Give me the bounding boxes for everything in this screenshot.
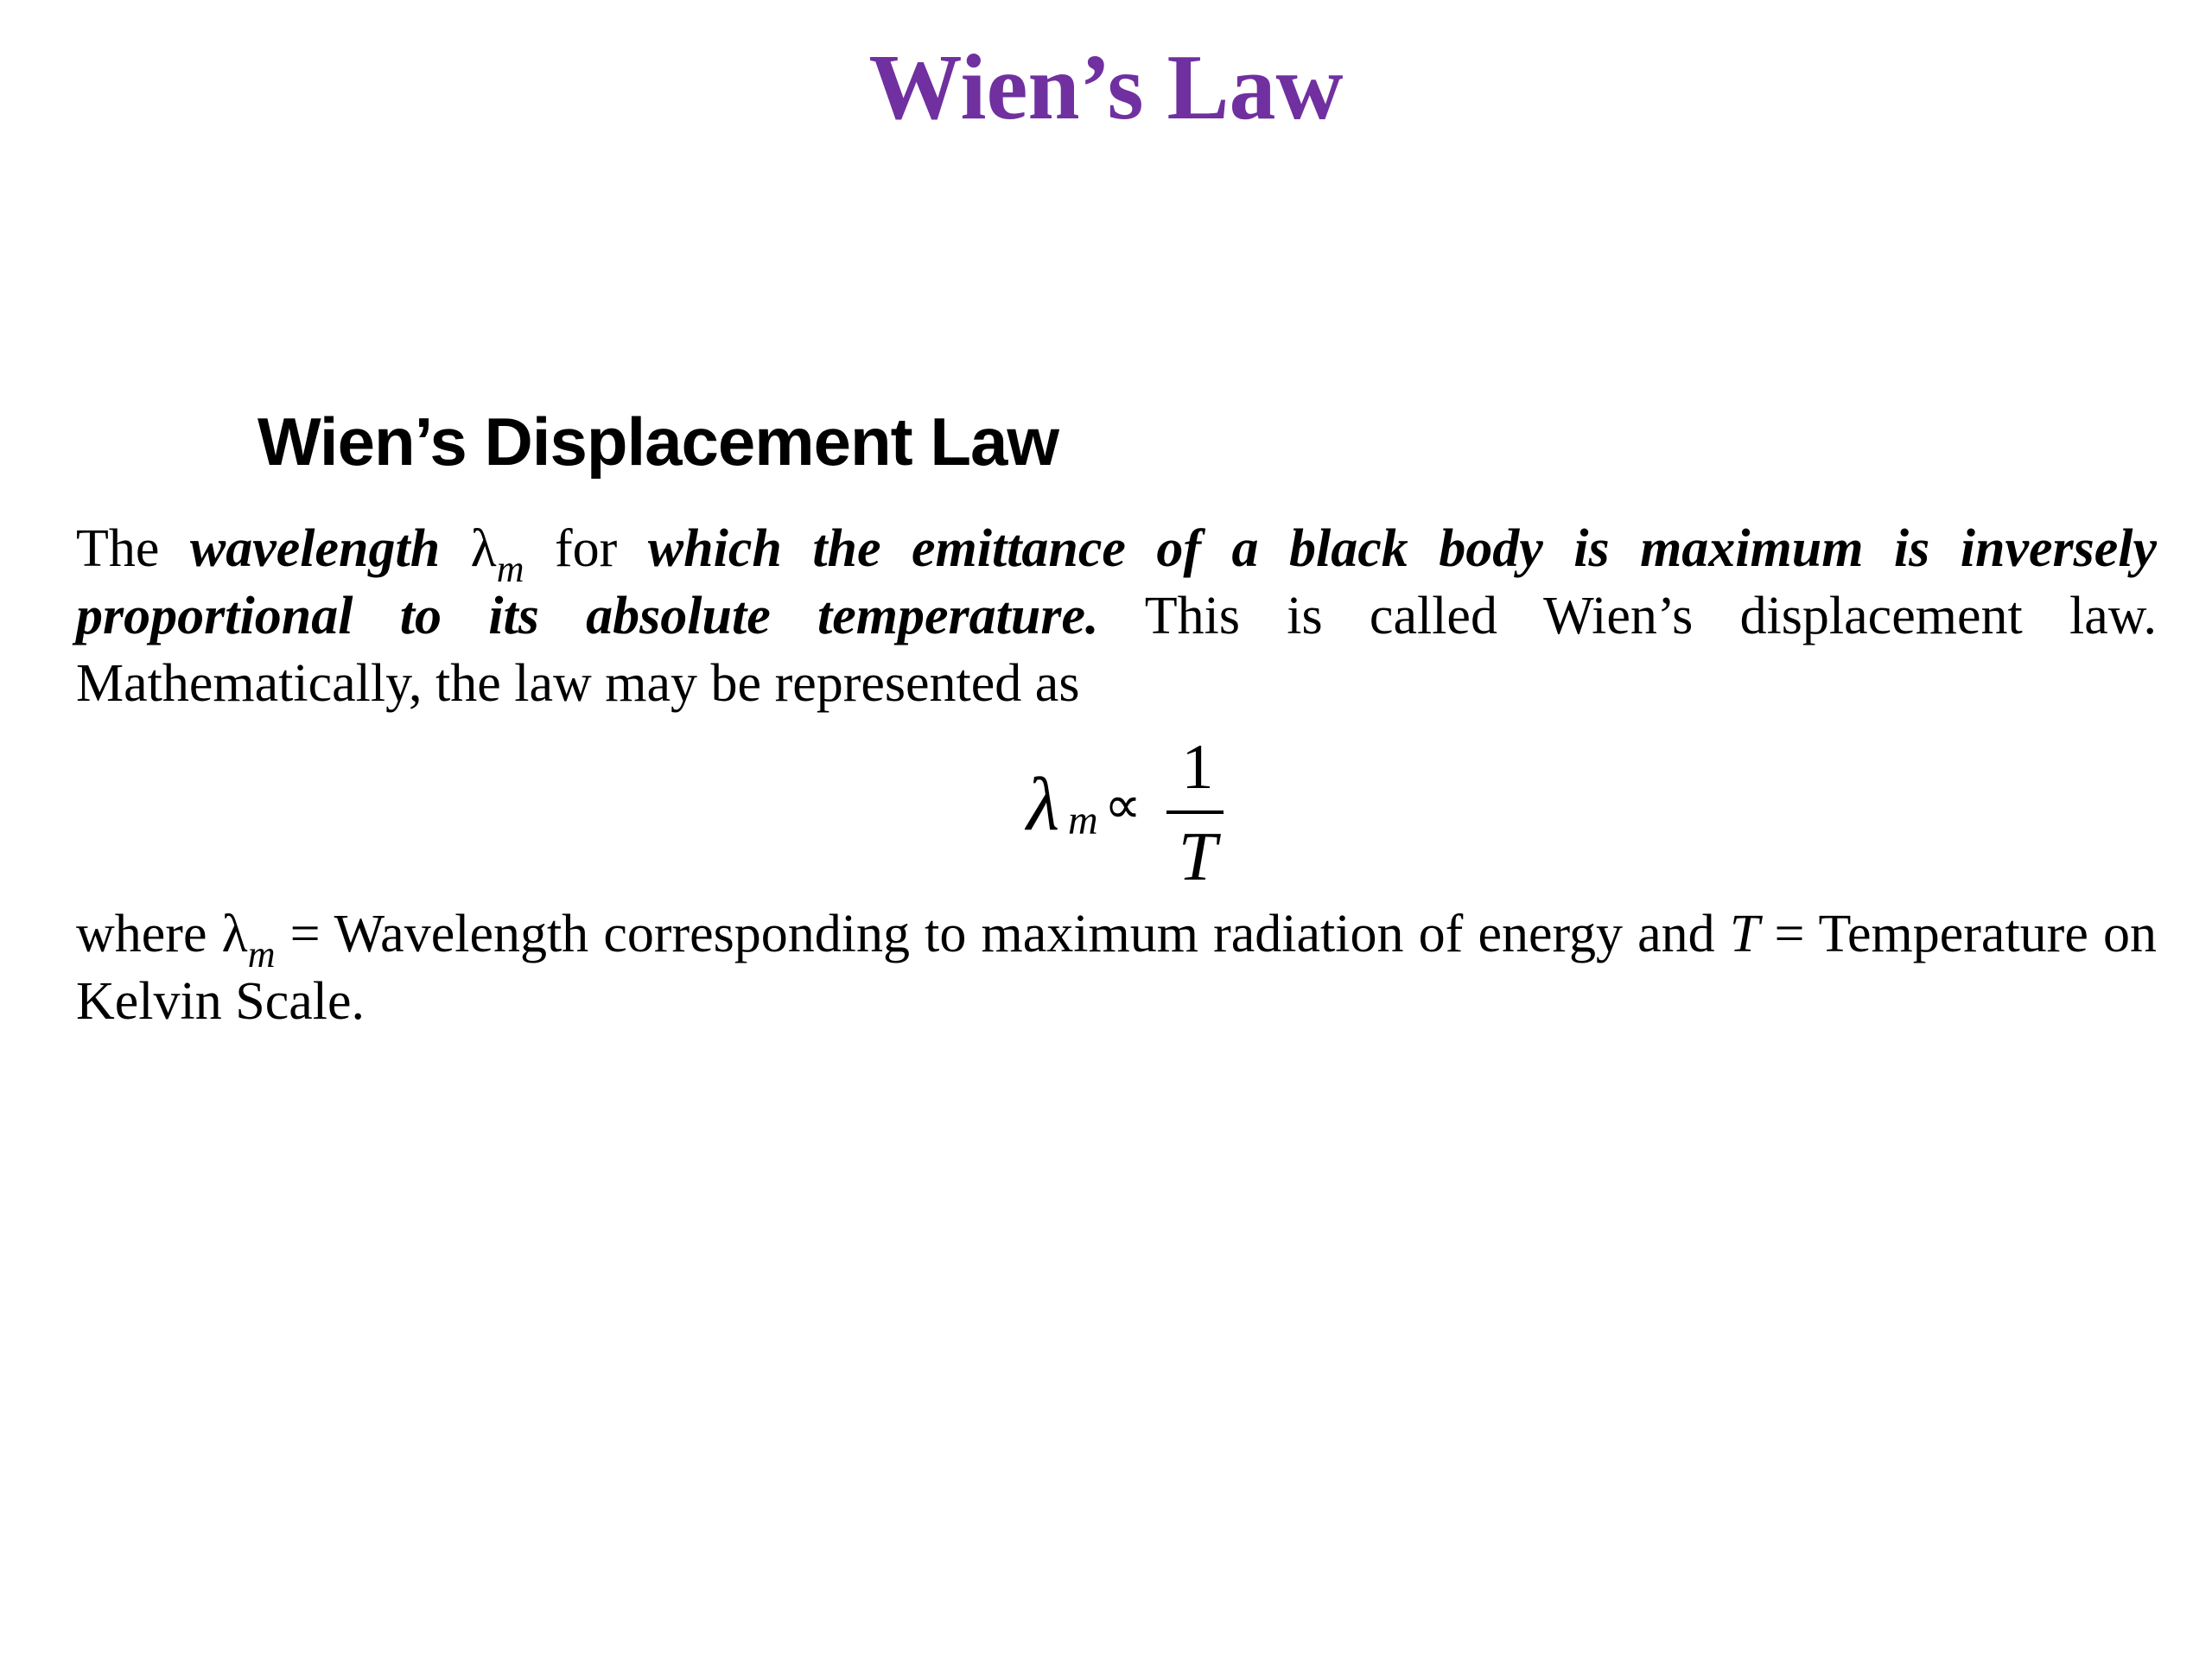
paragraph-text: where λ: [76, 905, 248, 963]
wien-equation: [1020, 724, 1227, 897]
fraction-denominator: T: [1178, 819, 1217, 895]
explanation-paragraph: [76, 900, 2157, 1035]
lambda-subscript: m: [496, 548, 524, 590]
paragraph-text: The: [76, 519, 190, 578]
fraction-numerator: 1: [1181, 732, 1214, 803]
paragraph-emphasis: wavelength: [189, 519, 441, 578]
equation-lambda-subscript: m: [1068, 798, 1098, 843]
paragraph-text: for: [524, 519, 648, 578]
equation-lambda: λ: [1027, 763, 1060, 847]
fraction-bar: [1166, 810, 1224, 814]
temperature-symbol: T: [1729, 905, 1760, 963]
paragraph-text: = Temperature on Kelvin Scale.: [76, 905, 2157, 1031]
proportional-symbol: ∝: [1104, 777, 1141, 834]
section-heading: Wien’s Displacement Law: [257, 404, 1059, 480]
paragraph-emphasis: which the emittance of a black body is maximum is inversely proportional to its absolute temperature.: [76, 519, 2158, 645]
lambda-subscript: m: [247, 933, 276, 976]
paragraph-text: This is called Wien’s displacement law. Mathematically, the law may be represented as: [76, 587, 2157, 713]
paragraph-text: = Wavelength corresponding to maximum radiation of energy and: [275, 905, 1730, 963]
definition-paragraph: [76, 515, 2157, 717]
paragraph-text: λ: [440, 519, 497, 578]
slide-title: Wien’s Law: [868, 36, 1344, 139]
